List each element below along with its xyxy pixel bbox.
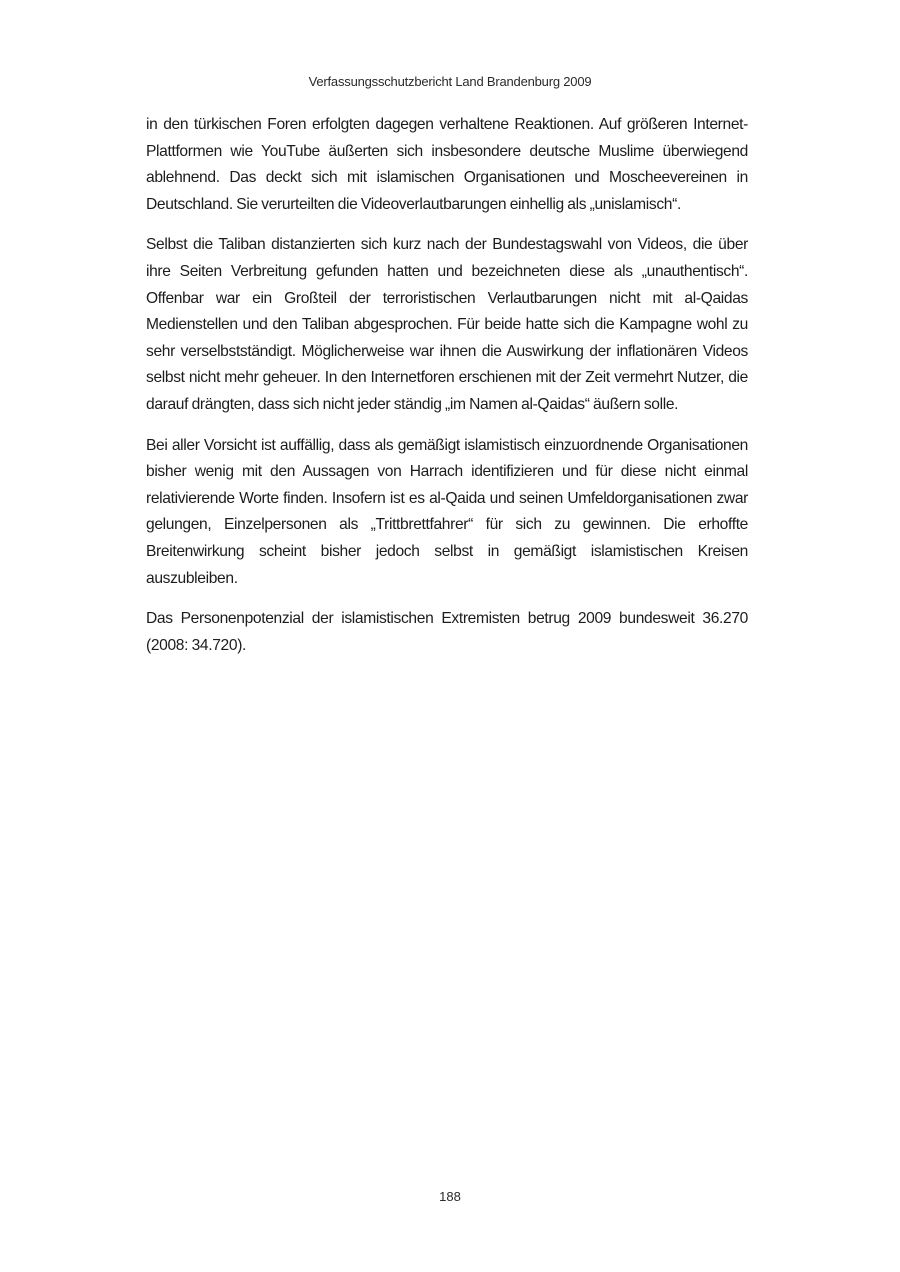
- page-number: 188: [439, 1189, 461, 1204]
- paragraph-islamist-organisations: Bei aller Vorsicht ist auffällig, dass als gemäßigt islamistisch einzuordnende Organisationen bisher wenig mit den Aussagen von Harrach identifizieren und für diese nicht einmal relativierende Worte finden. Insofern ist es al-Qaida und seinen Umfeldorganisationen zwar gelungen, Einzelpersonen als „Trittbrettfahrer“ für sich zu gewinnen. Die erhoffte Breitenwirkung scheint bisher jedoch selbst in gemäßigt islamistischen Kreisen auszubleiben.: [146, 436, 748, 587]
- paragraph-taliban-distancing: Selbst die Taliban distanzierten sich kurz nach der Bundestagswahl von Videos, die über ihre Seiten Verbreitung gefunden hatten und bezeichneten diese als „unauthentisch“. Offenbar war ein Großteil der terroristischen Verlautbarungen nicht mit al-Qaidas Medienstellen und den Taliban abgesprochen. Für beide hatte sich die Kampagne wohl zu sehr verselbstständigt. Möglicherweise war ihnen die Auswirkung der inflationären Videos selbst nicht mehr geheuer. In den Internetforen erschienen mit der Zeit vermehrt Nutzer, die darauf drängten, dass sich nicht jeder ständig „im Namen al-Qaidas“ äußern solle.: [146, 236, 748, 413]
- body-text: [146, 112, 748, 673]
- paragraph-personnel-potential: Das Personenpotenzial der islamistischen Extremisten betrug 2009 bundesweit 36.270 (2008: 34.720).: [146, 610, 748, 654]
- running-header: Verfassungsschutzbericht Land Brandenburg 2009: [308, 74, 592, 89]
- paragraph-forum-reactions: in den türkischen Foren erfolgten dagegen verhaltene Reaktionen. Auf größeren Internet-Plattformen wie YouTube äußerten sich insbesondere deutsche Muslime überwiegend ablehnend. Das deckt sich mit islamischen Organisationen und Moscheevereinen in Deutschland. Sie verurteilten die Videoverlautbarungen einhellig als „unislamisch“.: [146, 116, 748, 213]
